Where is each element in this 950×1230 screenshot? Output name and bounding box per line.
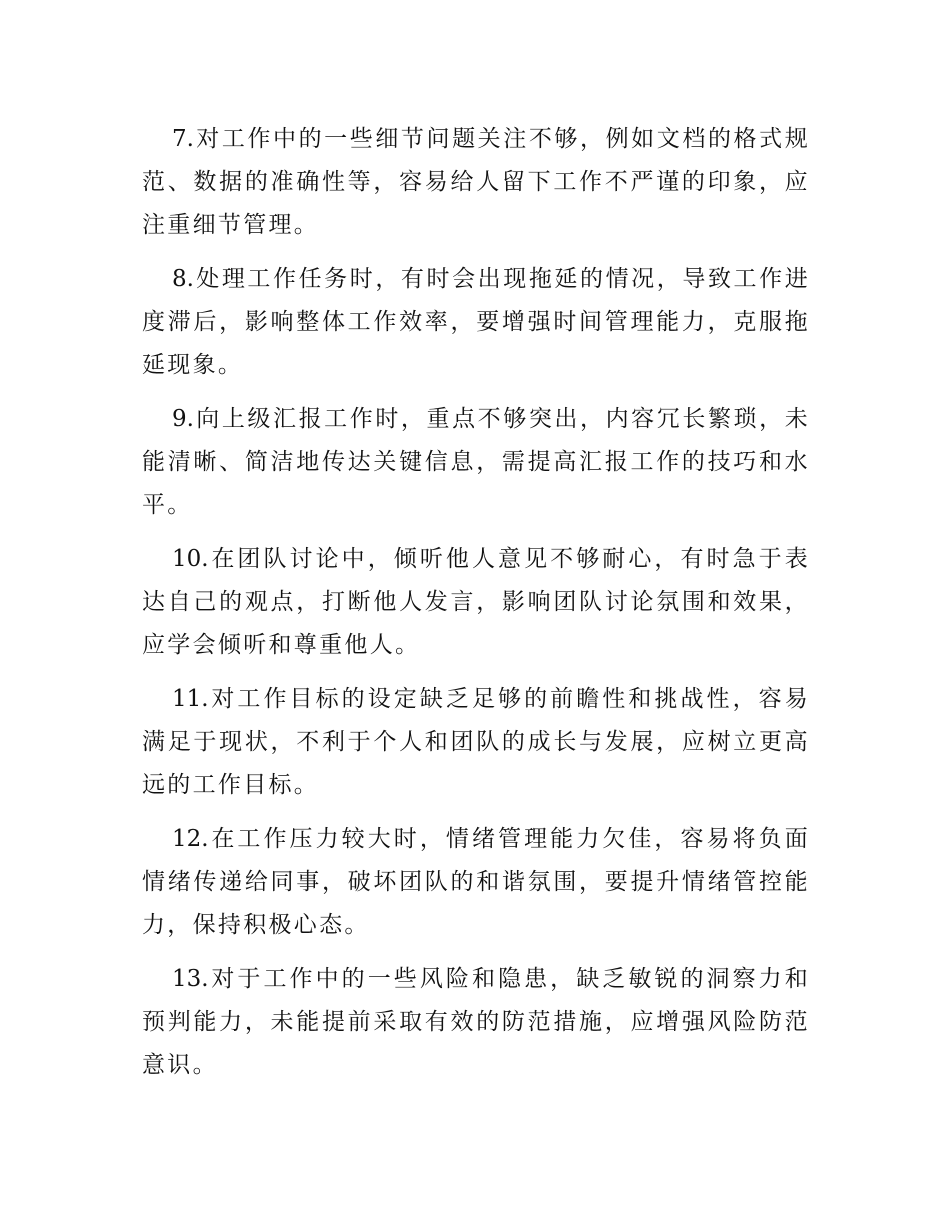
paragraph-text: 对工作中的一些细节问题关注不够，例如文档的格式规范、数据的准确性等，容易给人留下工作不严谨的印象，应注重细节管理。 (142, 126, 810, 238)
paragraph-item-7 (142, 118, 810, 247)
paragraph-text: 在工作压力较大时，情绪管理能力欠佳，容易将负面情绪传递给同事，破坏团队的和谐氛围，要提升情绪管控能力，保持积极心态。 (142, 826, 810, 938)
document-page (142, 118, 810, 1098)
paragraph-number: 10. (172, 546, 209, 572)
paragraph-text: 在团队讨论中，倾听他人意见不够耐心，有时急于表达自己的观点，打断他人发言，影响团队讨论氛围和效果，应学会倾听和尊重他人。 (142, 546, 810, 658)
paragraph-item-9 (142, 398, 810, 527)
paragraph-item-8 (142, 258, 810, 387)
paragraph-item-12 (142, 818, 810, 947)
paragraph-number: 11. (172, 686, 209, 712)
paragraph-text: 处理工作任务时，有时会出现拖延的情况，导致工作进度滞后，影响整体工作效率，要增强时间管理能力，克服拖延现象。 (142, 266, 810, 378)
paragraph-text: 对于工作中的一些风险和隐患，缺乏敏锐的洞察力和预判能力，未能提前采取有效的防范措施，应增强风险防范意识。 (142, 966, 810, 1078)
paragraph-number: 12. (172, 826, 209, 852)
paragraph-item-13 (142, 958, 810, 1087)
paragraph-item-11 (142, 678, 810, 807)
paragraph-text: 对工作目标的设定缺乏足够的前瞻性和挑战性，容易满足于现状，不利于个人和团队的成长与发展，应树立更高远的工作目标。 (142, 686, 810, 798)
paragraph-number: 13. (172, 966, 209, 992)
paragraph-number: 7. (172, 126, 194, 152)
paragraph-number: 9. (172, 406, 194, 432)
paragraph-number: 8. (172, 266, 194, 292)
paragraph-item-10 (142, 538, 810, 667)
paragraph-text: 向上级汇报工作时，重点不够突出，内容冗长繁琐，未能清晰、简洁地传达关键信息，需提高汇报工作的技巧和水平。 (142, 406, 810, 518)
